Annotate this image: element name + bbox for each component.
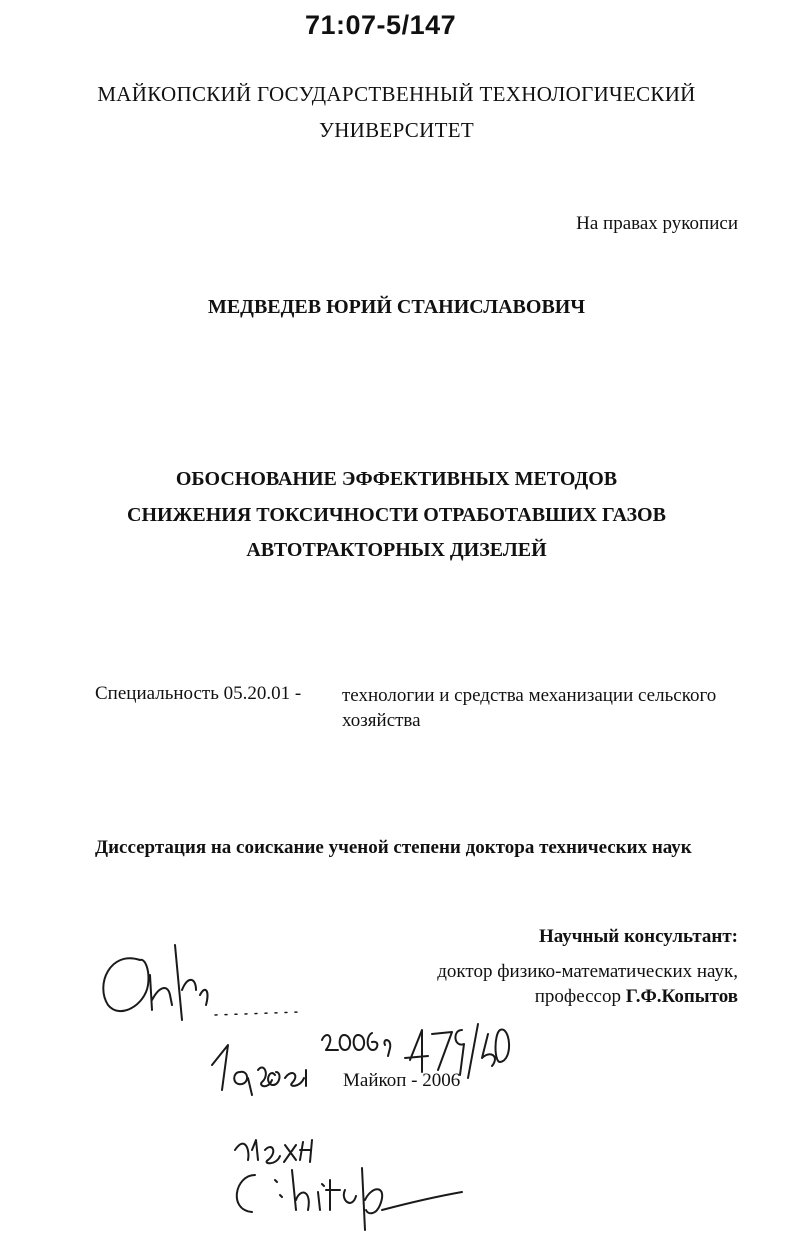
- thesis-title-line-1: ОБОСНОВАНИЕ ЭФФЕКТИВНЫХ МЕТОДОВ: [175, 468, 618, 490]
- city-year: Майкоп - 2006: [343, 1070, 461, 1091]
- consultant-title: профессор: [534, 986, 626, 1007]
- catalog-number: 71:07-5/147: [305, 10, 457, 40]
- thesis-title-line-2: СНИЖЕНИЯ ТОКСИЧНОСТИ ОТРАБОТАВШИХ ГАЗОВ: [127, 504, 666, 526]
- consultant-name: Г.Ф.Копытов: [625, 986, 738, 1007]
- thesis-title-line-3: АВТОТРАКТОРНЫХ ДИЗЕЛЕЙ: [246, 539, 547, 561]
- specialty-description: технологии и средства механизации сельского хозяйства: [342, 685, 717, 731]
- handwritten-year: [322, 1033, 390, 1056]
- institution-line-2: УНИВЕРСИТЕТ: [319, 118, 474, 142]
- manuscript-note: На правах рукописи: [576, 213, 738, 234]
- signature-scribble: [103, 945, 207, 1020]
- handwritten-number: [405, 1024, 509, 1078]
- consultant-label: Научный консультант:: [538, 926, 738, 947]
- handwritten-date: [212, 1045, 306, 1095]
- degree-statement: Диссертация на соискание ученой степени доктора технических наук: [95, 837, 692, 858]
- handwritten-note: [235, 1140, 312, 1163]
- author-name: МЕДВЕДЕВ ЮРИЙ СТАНИСЛАВОВИЧ: [207, 296, 586, 318]
- consultant-degree: доктор физико-математических наук,: [437, 961, 738, 982]
- institution-line-1: МАЙКОПСКИЙ ГОСУДАРСТВЕННЫЙ ТЕХНОЛОГИЧЕСКИЙ: [97, 82, 696, 106]
- handwritten-signature: [237, 1168, 462, 1230]
- specialty-label: Специальность 05.20.01 -: [95, 683, 302, 704]
